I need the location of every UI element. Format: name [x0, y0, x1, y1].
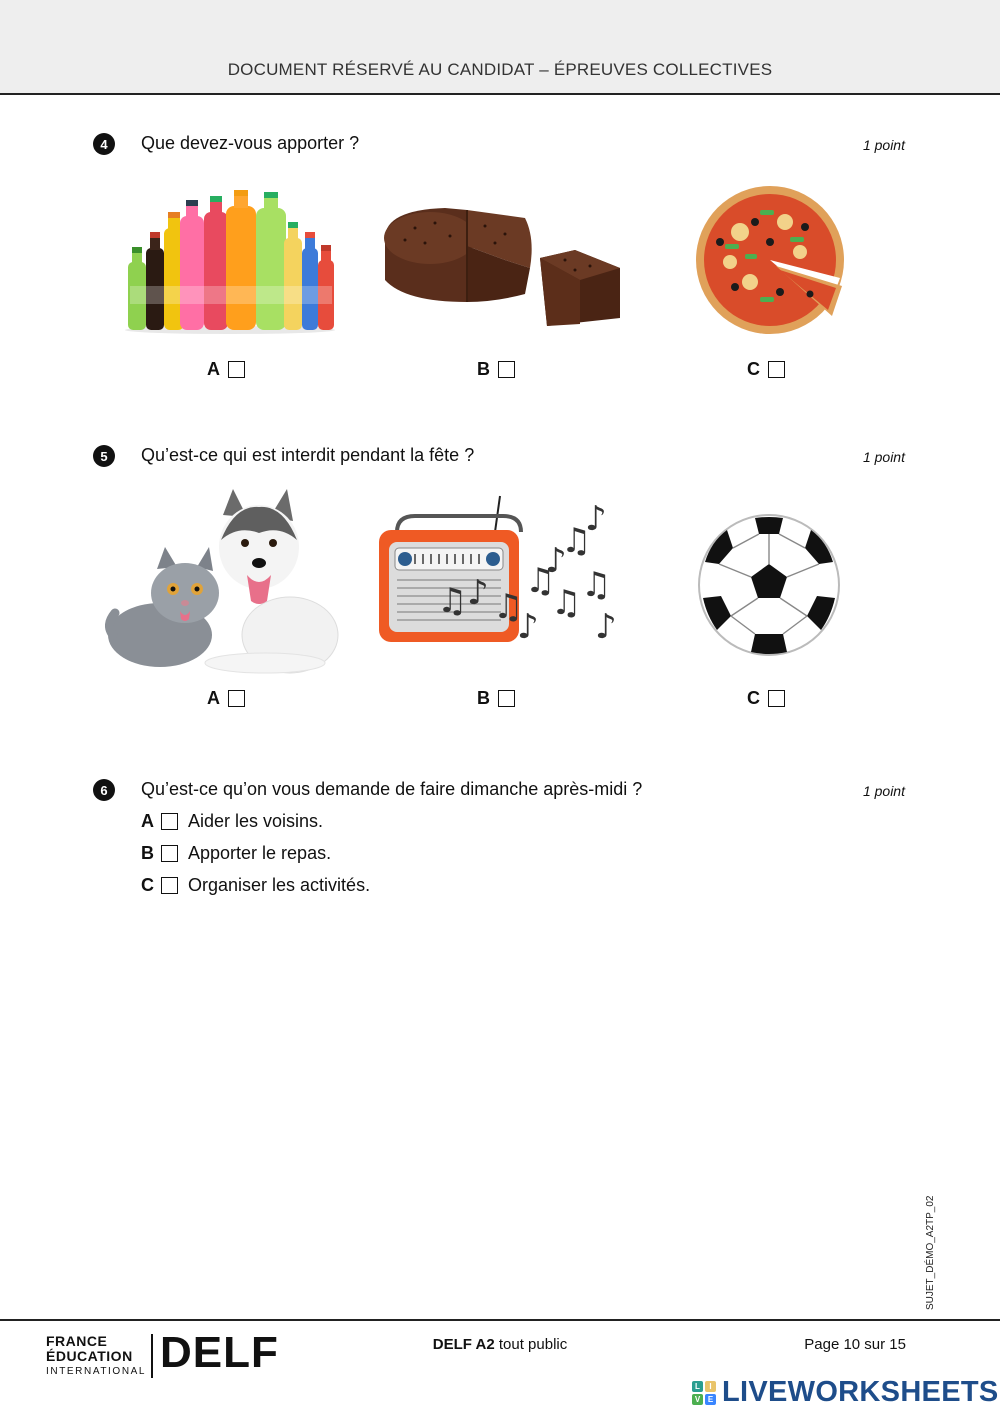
svg-text:♫: ♫	[581, 565, 612, 605]
option-text: Apporter le repas.	[188, 843, 332, 863]
choice-letter: B	[477, 688, 490, 708]
question-text-4: Que devez-vous apporter ?	[141, 133, 360, 153]
lw-tile: L	[692, 1381, 703, 1392]
svg-text:♫: ♫	[437, 581, 468, 621]
option-text: Organiser les activités.	[188, 875, 371, 895]
header-title: DOCUMENT RÉSERVÉ AU CANDIDAT – ÉPREUVES COLLECTIVES	[227, 60, 773, 79]
lw-tile: E	[705, 1394, 716, 1405]
choice-letter: A	[207, 359, 220, 379]
option-text: Aider les voisins.	[188, 811, 324, 831]
choice-5-b[interactable]	[477, 688, 515, 709]
svg-text:♪: ♪	[595, 607, 617, 647]
checkbox[interactable]	[161, 845, 178, 862]
checkbox[interactable]	[161, 877, 178, 894]
choice-4-b[interactable]	[477, 359, 515, 380]
page-header	[0, 0, 1000, 95]
soda-bottles-image	[120, 190, 340, 335]
question-number-5: 5	[93, 445, 115, 467]
delf-logo: DELF	[160, 1328, 279, 1377]
choice-4-a[interactable]	[207, 359, 245, 380]
soccer-ball-image	[695, 512, 843, 658]
svg-text:♪: ♪	[545, 541, 567, 581]
exam-level: DELF A2	[432, 1336, 495, 1353]
footer-divider	[0, 1319, 1000, 1321]
checkbox[interactable]	[228, 690, 245, 707]
option-letter: B	[141, 843, 154, 863]
logo-line-1: FRANCE	[46, 1333, 108, 1349]
exam-audience: tout public	[498, 1336, 568, 1353]
document-code: SUJET_DÉMO_A2TP_02	[925, 1195, 936, 1310]
liveworksheets-icon	[692, 1381, 716, 1405]
checkbox[interactable]	[228, 361, 245, 378]
svg-text:♫: ♫	[551, 583, 582, 623]
liveworksheets-text: LIVEWORKSHEETS	[722, 1376, 999, 1408]
chocolate-cake-image	[375, 198, 625, 338]
question-points-5: 1 point	[862, 449, 905, 465]
choice-letter: C	[747, 359, 760, 379]
lw-tile: V	[692, 1394, 703, 1405]
pizza-image	[690, 182, 855, 337]
choice-5-c[interactable]	[747, 688, 785, 709]
option-letter: A	[141, 811, 154, 831]
checkbox[interactable]	[768, 690, 785, 707]
svg-text:♪: ♪	[517, 607, 539, 647]
choice-5-a[interactable]	[207, 688, 245, 709]
choice-letter: A	[207, 688, 220, 708]
liveworksheets-watermark	[692, 1376, 999, 1409]
svg-text:♪: ♪	[585, 499, 607, 539]
lw-tile: I	[705, 1381, 716, 1392]
question-points-4: 1 point	[862, 137, 905, 153]
choice-letter: B	[477, 359, 490, 379]
checkbox[interactable]	[498, 690, 515, 707]
logo-line-3: INTERNATIONAL	[46, 1366, 147, 1377]
page-number: Page 10 sur 15	[804, 1336, 906, 1353]
svg-text:♪: ♪	[467, 573, 489, 613]
checkbox[interactable]	[498, 361, 515, 378]
checkbox[interactable]	[161, 813, 178, 830]
radio-music-image	[375, 492, 630, 652]
question-number-6: 6	[93, 779, 115, 801]
choice-letter: C	[747, 688, 760, 708]
option-6-c[interactable]	[141, 875, 370, 896]
cat-and-dog-image	[105, 485, 340, 680]
checkbox[interactable]	[768, 361, 785, 378]
svg-text:♫: ♫	[561, 521, 592, 561]
logo-line-2: ÉDUCATION	[46, 1348, 133, 1364]
question-text-5: Qu’est-ce qui est interdit pendant la fête ?	[141, 445, 475, 465]
option-6-b[interactable]	[141, 843, 331, 864]
option-letter: C	[141, 875, 154, 895]
choice-4-c[interactable]	[747, 359, 785, 380]
question-points-6: 1 point	[862, 783, 905, 799]
question-number-4: 4	[93, 133, 115, 155]
option-6-a[interactable]	[141, 811, 323, 832]
question-text-6: Qu’est-ce qu’on vous demande de faire dimanche après-midi ?	[141, 779, 643, 799]
svg-text:♫: ♫	[493, 587, 524, 627]
svg-text:♫: ♫	[525, 561, 556, 601]
